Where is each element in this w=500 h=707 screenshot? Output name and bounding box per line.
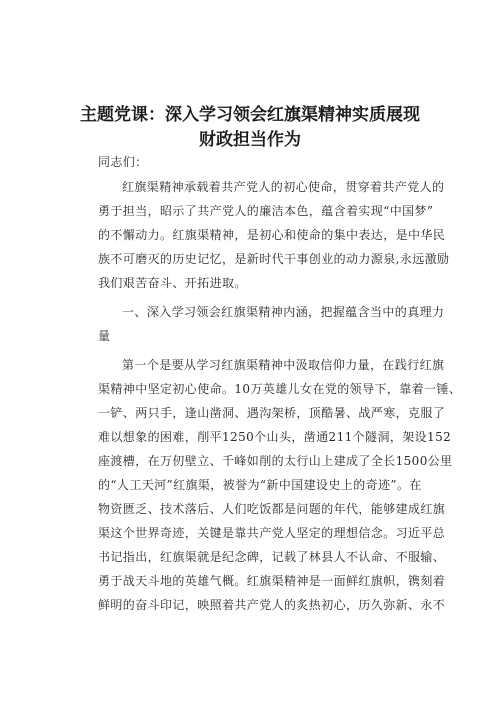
section-heading-line: 量	[98, 329, 111, 343]
paragraph-1-line: 勇于担当，昭示了共产党人的廉洁本色，蕴含着实现“中国梦”	[98, 204, 434, 218]
paragraph-1-line: 的不懈动力。红旗渠精神，是初心和使命的集中表达，是中华民	[98, 228, 446, 242]
paragraph-2-line: 渠这个世界奇迹，关键是靠共产党人坚定的理想信念。习近平总	[98, 526, 446, 540]
paragraph-1-line: 红旗渠精神承载着共产党人的初心使命，贯穿着共产党人的	[122, 180, 445, 194]
paragraph-2-line: 鲜明的奋斗印记，映照着共产党人的炙热初心，历久弥新、永不	[98, 598, 446, 612]
section-heading-line: 一、深入学习领会红旗渠精神内涵，把握蕴含当中的真理力	[122, 305, 445, 319]
paragraph-2-line: 渠精神中坚定初心使命。10万英雄儿女在党的领导下，靠着一锤、	[98, 382, 462, 396]
paragraph-1-line: 族不可磨灭的历史记忆，是新时代干事创业的动力源泉,永远激励	[98, 252, 450, 266]
salutation: 同志们：	[98, 155, 148, 169]
paragraph-2-line: 的“人工天河”红旗渠，被誉为“新中国建设史上的奇迹”。在	[98, 478, 422, 492]
document-title-line-1: 主题党课：深入学习领会红旗渠精神实质展现	[80, 105, 420, 125]
paragraph-2-line: 一铲、两只手，逢山凿洞、遇沟架桥，顶酷暑、战严寒，克服了	[98, 406, 446, 420]
paragraph-2-line: 座渡槽，在万仞壁立、千峰如削的太行山上建成了全长1500公里	[98, 454, 453, 468]
paragraph-2-line: 勇于战天斗地的英雄气概。红旗渠精神是一面鲜红旗帜，镌刻着	[98, 574, 446, 588]
paragraph-2-line: 第一个是要从学习红旗渠精神中汲取信仰力量，在践行红旗	[122, 358, 445, 372]
paragraph-2-line: 书记指出，红旗渠就是纪念碑，记载了林县人不认命、不服输、	[98, 550, 446, 564]
paragraph-2-line: 物资匮乏、技术落后、人们吃饭都是问题的年代，能够建成红旗	[98, 502, 446, 516]
paragraph-2-line: 难以想象的困难，削平1250个山头，凿通211个隧洞，架设152	[98, 430, 452, 444]
paragraph-1-line: 我们艰苦奋斗、开拓进取。	[98, 276, 247, 290]
document-title-line-2: 财政担当作为	[199, 130, 301, 150]
